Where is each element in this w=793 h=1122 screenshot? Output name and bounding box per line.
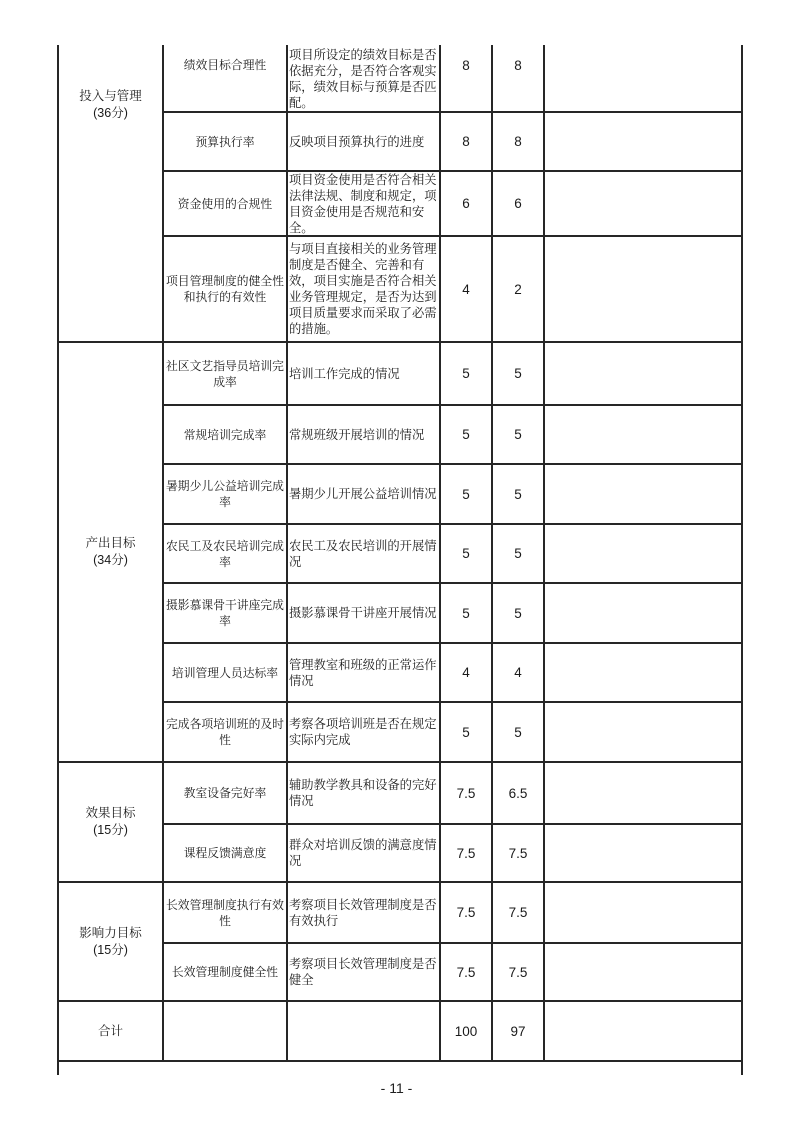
category-cell <box>59 45 164 341</box>
note-cell <box>545 825 741 881</box>
category-cell <box>59 883 164 1000</box>
note-cell <box>545 1002 741 1060</box>
category-name: 影响力目标 <box>79 925 142 940</box>
table-row <box>164 701 741 761</box>
section-impact-goals <box>59 881 741 1000</box>
note-cell <box>545 703 741 761</box>
indicator-cell: 农民工及农民培训完成率 <box>164 525 288 582</box>
description-cell: 培训工作完成的情况 <box>288 343 441 404</box>
indicator-cell: 预算执行率 <box>164 113 288 170</box>
description-cell: 考察项目长效管理制度是否健全 <box>288 944 441 1000</box>
note-cell <box>545 644 741 701</box>
target-score-cell: 4 <box>441 237 493 341</box>
note-cell <box>545 113 741 170</box>
next-table-border-stub <box>57 1062 59 1075</box>
indicator-cell: 完成各项培训班的及时性 <box>164 703 288 761</box>
target-score-cell: 5 <box>441 584 493 642</box>
note-cell <box>545 343 741 404</box>
actual-score-cell: 5 <box>493 406 545 463</box>
note-cell <box>545 237 741 341</box>
note-cell <box>545 172 741 235</box>
indicator-cell: 资金使用的合规性 <box>164 172 288 235</box>
actual-score-cell: 7.5 <box>493 825 545 881</box>
table-row <box>164 404 741 463</box>
category-score: (15分) <box>93 823 128 837</box>
actual-score-cell: 5 <box>493 703 545 761</box>
indicator-cell: 长效管理制度执行有效性 <box>164 883 288 942</box>
section-total <box>59 1000 741 1060</box>
indicator-cell: 项目管理制度的健全性和执行的有效性 <box>164 237 288 341</box>
description-cell: 群众对培训反馈的满意度情况 <box>288 825 441 881</box>
note-cell <box>545 465 741 523</box>
actual-score-cell: 5 <box>493 584 545 642</box>
target-score-cell: 5 <box>441 343 493 404</box>
note-cell <box>545 525 741 582</box>
category-name: 投入与管理 <box>79 89 142 103</box>
actual-score-cell: 4 <box>493 644 545 701</box>
description-cell: 常规班级开展培训的情况 <box>288 406 441 463</box>
indicator-cell: 摄影慕课骨干讲座完成率 <box>164 584 288 642</box>
description-cell: 农民工及农民培训的开展情况 <box>288 525 441 582</box>
description-cell: 摄影慕课骨干讲座开展情况 <box>288 584 441 642</box>
table-row <box>164 463 741 523</box>
category-score: (36分) <box>93 106 128 120</box>
indicator-cell <box>164 1002 288 1060</box>
note-cell <box>545 45 741 111</box>
description-cell: 项目资金使用是否符合相关法律法规、制度和规定，项目资金使用是否规范和安全。 <box>288 172 441 235</box>
description-cell: 考察各项培训班是否在规定实际内完成 <box>288 703 441 761</box>
table-row <box>164 45 741 111</box>
actual-score-cell: 2 <box>493 237 545 341</box>
target-score-cell: 8 <box>441 45 493 111</box>
table-row <box>164 1002 741 1060</box>
table-row <box>164 235 741 341</box>
indicator-cell: 课程反馈满意度 <box>164 825 288 881</box>
note-cell <box>545 944 741 1000</box>
category-name: 产出目标 <box>85 536 136 550</box>
section-input-management <box>59 45 741 341</box>
description-cell: 项目所设定的绩效目标是否依据充分，是否符合客观实际，绩效目标与预算是否匹配。 <box>288 45 441 111</box>
actual-score-cell: 7.5 <box>493 944 545 1000</box>
section-output-goals <box>59 341 741 761</box>
table-row <box>164 883 741 942</box>
actual-score-cell: 97 <box>493 1002 545 1060</box>
target-score-cell: 4 <box>441 644 493 701</box>
description-cell: 与项目直接相关的业务管理制度是否健全、完善和有效，项目实施是否符合相关业务管理规定，是否为达到项目质量要求而采取了必需的措施。 <box>288 237 441 341</box>
note-cell <box>545 584 741 642</box>
actual-score-cell: 5 <box>493 343 545 404</box>
target-score-cell: 8 <box>441 113 493 170</box>
category-score: (34分) <box>93 553 128 567</box>
actual-score-cell: 8 <box>493 113 545 170</box>
category-name: 合计 <box>97 1023 123 1038</box>
actual-score-cell: 5 <box>493 465 545 523</box>
description-cell: 管理教室和班级的正常运作情况 <box>288 644 441 701</box>
target-score-cell: 7.5 <box>441 763 493 823</box>
category-score: (15分) <box>93 942 128 957</box>
table-row <box>164 763 741 823</box>
target-score-cell: 5 <box>441 525 493 582</box>
description-cell <box>288 1002 441 1060</box>
actual-score-cell: 6 <box>493 172 545 235</box>
actual-score-cell: 6.5 <box>493 763 545 823</box>
description-cell: 考察项目长效管理制度是否有效执行 <box>288 883 441 942</box>
indicator-cell: 常规培训完成率 <box>164 406 288 463</box>
category-cell <box>59 343 164 761</box>
table-row <box>164 642 741 701</box>
table-row <box>164 523 741 582</box>
indicator-cell: 教室设备完好率 <box>164 763 288 823</box>
table-row <box>164 111 741 170</box>
target-score-cell: 6 <box>441 172 493 235</box>
performance-evaluation-table <box>57 45 743 1062</box>
section-effect-goals <box>59 761 741 881</box>
note-cell <box>545 763 741 823</box>
table-row <box>164 582 741 642</box>
note-cell <box>545 406 741 463</box>
indicator-cell: 社区文艺指导员培训完成率 <box>164 343 288 404</box>
target-score-cell: 7.5 <box>441 944 493 1000</box>
target-score-cell: 7.5 <box>441 883 493 942</box>
actual-score-cell: 7.5 <box>493 883 545 942</box>
actual-score-cell: 5 <box>493 525 545 582</box>
indicator-cell: 培训管理人员达标率 <box>164 644 288 701</box>
table-row <box>164 343 741 404</box>
table-row <box>164 823 741 881</box>
indicator-cell: 绩效目标合理性 <box>164 45 288 111</box>
indicator-cell: 暑期少儿公益培训完成率 <box>164 465 288 523</box>
description-cell: 暑期少儿开展公益培训情况 <box>288 465 441 523</box>
target-score-cell: 5 <box>441 703 493 761</box>
description-cell: 反映项目预算执行的进度 <box>288 113 441 170</box>
category-cell <box>59 1002 164 1060</box>
category-cell <box>59 763 164 881</box>
note-cell <box>545 883 741 942</box>
table-row <box>164 942 741 1000</box>
category-name: 效果目标 <box>85 806 136 820</box>
target-score-cell: 5 <box>441 406 493 463</box>
table-row <box>164 170 741 235</box>
next-table-border-stub <box>741 1062 743 1075</box>
target-score-cell: 7.5 <box>441 825 493 881</box>
indicator-cell: 长效管理制度健全性 <box>164 944 288 1000</box>
target-score-cell: 5 <box>441 465 493 523</box>
actual-score-cell: 8 <box>493 45 545 111</box>
description-cell: 辅助教学教具和设备的完好情况 <box>288 763 441 823</box>
page-number: - 11 - <box>380 1080 413 1096</box>
target-score-cell: 100 <box>441 1002 493 1060</box>
